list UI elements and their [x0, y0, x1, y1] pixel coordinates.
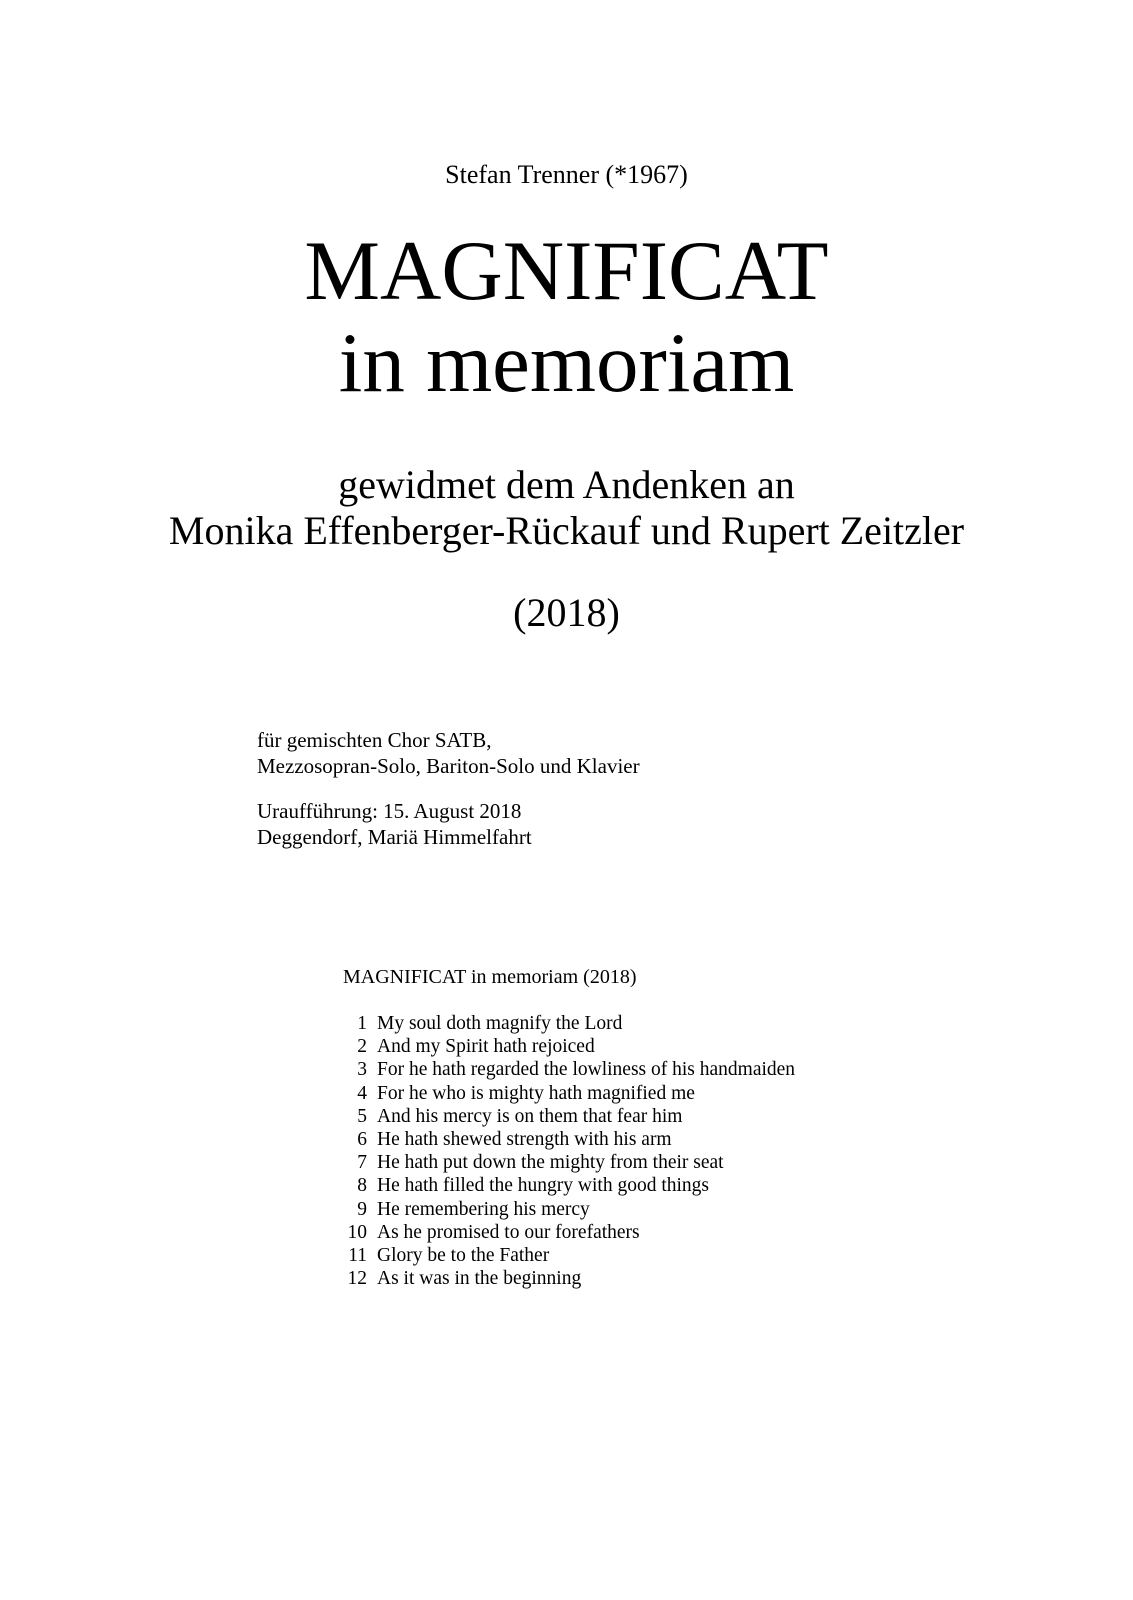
scoring-line-2: Mezzosopran-Solo, Bariton-Solo und Klavier — [257, 754, 640, 778]
movement-number: 5 — [357, 1105, 367, 1127]
movement-number: 12 — [347, 1268, 367, 1290]
movement-title: As it was in the beginning — [377, 1268, 582, 1290]
dedication — [0, 462, 1133, 554]
movement-item — [343, 1035, 795, 1058]
movement-list — [343, 1012, 795, 1290]
movement-item — [343, 1221, 795, 1244]
premiere-line-2: Deggendorf, Mariä Himmelfahrt — [257, 825, 532, 849]
work-title-line-2: in memoriam — [338, 316, 795, 410]
movement-number: 8 — [357, 1175, 367, 1197]
movement-number: 4 — [357, 1082, 367, 1104]
movement-item — [343, 1128, 795, 1151]
composition-year: (2018) — [513, 590, 620, 635]
work-title-line-1: MAGNIFICAT — [304, 224, 829, 318]
movement-item — [343, 1244, 795, 1267]
movement-item — [343, 1012, 795, 1035]
movement-number: 10 — [347, 1221, 367, 1243]
composer-line: Stefan Trenner (*1967) — [445, 160, 688, 189]
movement-title: For he hath regarded the lowliness of his handmaiden — [377, 1059, 796, 1081]
movement-number: 2 — [357, 1036, 367, 1058]
movement-item — [343, 1082, 795, 1105]
movement-title: As he promised to our forefathers — [377, 1221, 640, 1243]
movement-title: And my Spirit hath rejoiced — [377, 1036, 595, 1058]
movement-number: 11 — [348, 1245, 367, 1267]
movement-number: 9 — [357, 1198, 367, 1220]
scoring-block — [257, 727, 640, 779]
movement-title: My soul doth magnify the Lord — [377, 1013, 623, 1034]
dedication-line-1: gewidmet dem Andenken an — [338, 462, 795, 507]
premiere-line-1: Uraufführung: 15. August 2018 — [257, 799, 522, 823]
movement-item — [343, 1174, 795, 1197]
movement-item — [343, 1151, 795, 1174]
movement-item — [343, 1267, 795, 1290]
movement-item — [343, 1058, 795, 1081]
contents-heading: MAGNIFICAT in memoriam (2018) — [343, 966, 637, 988]
movement-title: And his mercy is on them that fear him — [377, 1105, 683, 1127]
dedication-line-2: Monika Effenberger-Rückauf und Rupert Zeitzler — [168, 508, 965, 553]
premiere-block — [257, 798, 532, 850]
contents-block — [343, 966, 795, 1290]
work-title — [0, 225, 1133, 409]
movement-number: 7 — [357, 1152, 367, 1174]
movement-title: He hath shewed strength with his arm — [377, 1129, 672, 1151]
movement-number: 3 — [357, 1059, 367, 1081]
movement-title: He remembering his mercy — [377, 1198, 590, 1220]
movement-number: 1 — [357, 1013, 367, 1034]
movement-title: He hath filled the hungry with good things — [377, 1175, 709, 1197]
movement-item — [343, 1105, 795, 1128]
movement-number: 6 — [357, 1129, 367, 1151]
scoring-line-1: für gemischten Chor SATB, — [257, 728, 492, 752]
movement-title: For he who is mighty hath magnified me — [377, 1082, 695, 1104]
movement-title: Glory be to the Father — [377, 1245, 550, 1267]
movement-title: He hath put down the mighty from their seat — [377, 1152, 724, 1174]
movement-item — [343, 1198, 795, 1221]
